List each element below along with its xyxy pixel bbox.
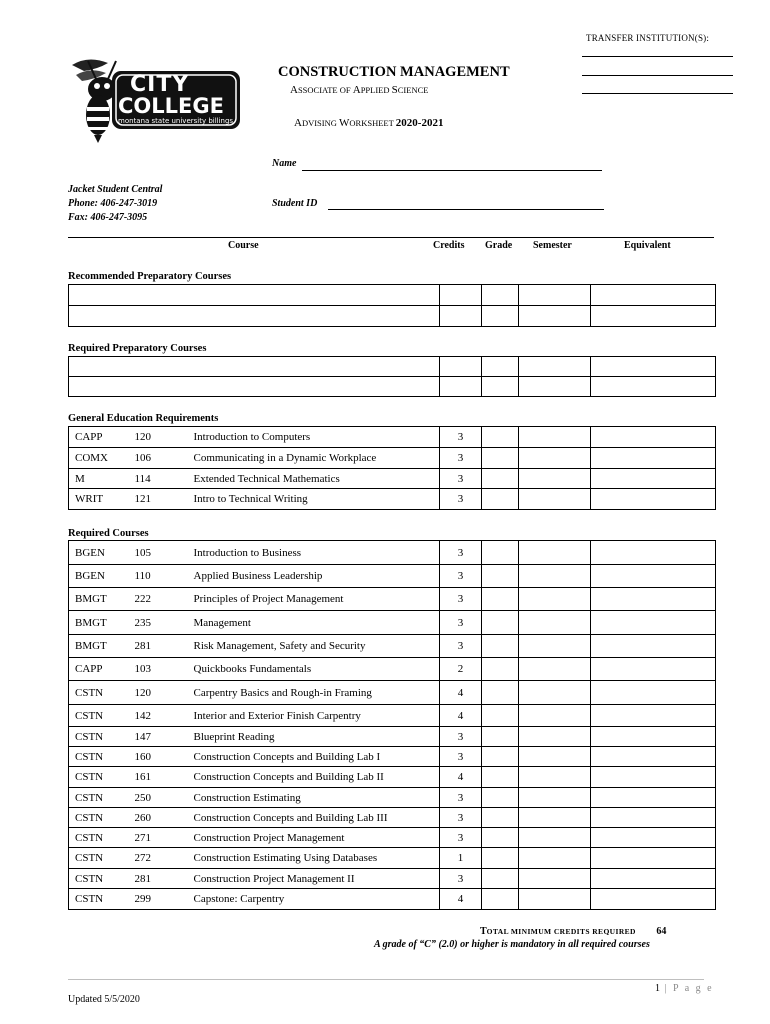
course-number: 271 [133, 828, 190, 848]
course-title: Intro to Technical Writing [190, 489, 440, 510]
course-grade-cell[interactable] [482, 747, 519, 767]
course-credits: 3 [440, 611, 482, 635]
course-title: Risk Management, Safety and Security [190, 635, 440, 658]
course-credits: 4 [440, 705, 482, 727]
recommended-prep-table [68, 284, 716, 327]
logo-college-text: COLLEGE [118, 94, 224, 118]
table-row [69, 635, 716, 658]
course-semester-cell[interactable] [519, 767, 591, 788]
course-credits: 1 [440, 848, 482, 869]
course-number: 235 [133, 611, 190, 635]
course-subject: CAPP [69, 658, 133, 681]
course-semester-cell[interactable] [519, 448, 591, 469]
course-number: 105 [133, 541, 190, 565]
course-semester-cell[interactable] [519, 541, 591, 565]
column-header-rule [68, 237, 714, 238]
course-equivalent-cell[interactable] [591, 869, 716, 889]
gen-ed-table [68, 426, 716, 510]
name-label: Name [272, 158, 297, 169]
course-title: Interior and Exterior Finish Carpentry [190, 705, 440, 727]
transfer-line-3[interactable] [582, 93, 733, 94]
total-credits-value: 64 [656, 926, 667, 937]
course-credits: 3 [440, 588, 482, 611]
course-subject: CSTN [69, 747, 133, 767]
table-row [69, 727, 716, 747]
course-subject: WRIT [69, 489, 133, 510]
course-semester-cell[interactable] [519, 611, 591, 635]
updated-date: Updated 5/5/2020 [68, 994, 140, 1005]
table-row [69, 306, 716, 327]
degree-subtitle: ASSOCIATE OF APPLIED SCIENCE [290, 84, 429, 96]
course-title: Construction Project Management II [190, 869, 440, 889]
course-subject: CAPP [69, 427, 133, 448]
course-subject: CSTN [69, 808, 133, 828]
course-grade-cell[interactable] [482, 489, 519, 510]
course-number: 121 [133, 489, 190, 510]
course-semester-cell[interactable] [519, 565, 591, 588]
course-subject: BMGT [69, 635, 133, 658]
course-credits: 3 [440, 489, 482, 510]
course-grade-cell[interactable] [482, 727, 519, 747]
course-semester-cell[interactable] [519, 705, 591, 727]
course-semester-cell[interactable] [519, 788, 591, 808]
total-credits: TOTAL MINIMUM CREDITS REQUIRED 64 [480, 926, 667, 937]
course-title: Construction Concepts and Building Lab III [190, 808, 440, 828]
course-number: 272 [133, 848, 190, 869]
course-number: 281 [133, 635, 190, 658]
table-row [69, 588, 716, 611]
course-number: 160 [133, 747, 190, 767]
logo-msub-text: montana state university billings [118, 117, 234, 125]
course-subject: CSTN [69, 705, 133, 727]
course-title: Introduction to Computers [190, 427, 440, 448]
course-semester-cell[interactable] [519, 869, 591, 889]
course-credits: 3 [440, 828, 482, 848]
course-semester-cell[interactable] [519, 635, 591, 658]
course-grade-cell[interactable] [482, 635, 519, 658]
transfer-institution-label: TRANSFER INSTITUTION(S): [586, 33, 710, 43]
course-title: Construction Concepts and Building Lab I [190, 747, 440, 767]
table-row [69, 828, 716, 848]
course-grade-cell[interactable] [482, 705, 519, 727]
contact-phone: Phone: 406-247-3019 [68, 198, 158, 209]
course-number: 147 [133, 727, 190, 747]
table-row [69, 357, 716, 377]
course-semester-cell[interactable] [519, 828, 591, 848]
course-grade-cell[interactable] [482, 681, 519, 705]
course-semester-cell[interactable] [519, 848, 591, 869]
course-title: Construction Concepts and Building Lab II [190, 767, 440, 788]
col-grade: Grade [485, 240, 513, 251]
section-recommended-prep: Recommended Preparatory Courses [68, 271, 232, 282]
course-equivalent-cell[interactable] [591, 788, 716, 808]
course-equivalent-cell[interactable] [591, 681, 716, 705]
course-credits: 3 [440, 869, 482, 889]
course-subject: CSTN [69, 869, 133, 889]
course-equivalent-cell[interactable] [591, 727, 716, 747]
course-credits: 4 [440, 767, 482, 788]
course-subject: BGEN [69, 541, 133, 565]
course-title: Blueprint Reading [190, 727, 440, 747]
course-credits: 3 [440, 635, 482, 658]
course-credits: 3 [440, 565, 482, 588]
course-equivalent-cell[interactable] [591, 658, 716, 681]
table-row [69, 747, 716, 767]
course-equivalent-cell[interactable] [591, 448, 716, 469]
col-course: Course [228, 240, 259, 251]
course-grade-cell[interactable] [482, 828, 519, 848]
table-row [69, 427, 716, 448]
contact-office: Jacket Student Central [68, 184, 163, 195]
course-subject: CSTN [69, 767, 133, 788]
course-semester-cell[interactable] [519, 727, 591, 747]
course-subject: CSTN [69, 727, 133, 747]
course-grade-cell[interactable] [482, 611, 519, 635]
course-semester-cell[interactable] [519, 889, 591, 910]
course-subject: BGEN [69, 565, 133, 588]
course-number: 142 [133, 705, 190, 727]
col-equivalent: Equivalent [624, 240, 671, 251]
course-subject: BMGT [69, 588, 133, 611]
table-row [69, 469, 716, 489]
course-grade-cell[interactable] [482, 658, 519, 681]
course-equivalent-cell[interactable] [591, 747, 716, 767]
grade-requirement-note: A grade of “C” (2.0) or higher is mandatory in all required courses [374, 939, 650, 950]
section-required-prep: Required Preparatory Courses [68, 343, 207, 354]
course-grade-cell[interactable] [482, 427, 519, 448]
course-semester-cell[interactable] [519, 588, 591, 611]
course-credits: 3 [440, 427, 482, 448]
course-credits: 3 [440, 747, 482, 767]
course-number: 250 [133, 788, 190, 808]
course-number: 114 [133, 469, 190, 489]
course-subject: M [69, 469, 133, 489]
transfer-line-2[interactable] [582, 75, 733, 76]
course-title: Principles of Project Management [190, 588, 440, 611]
course-title: Communicating in a Dynamic Workplace [190, 448, 440, 469]
course-title: Applied Business Leadership [190, 565, 440, 588]
course-equivalent-cell[interactable] [591, 828, 716, 848]
course-credits: 3 [440, 808, 482, 828]
course-number: 110 [133, 565, 190, 588]
course-equivalent-cell[interactable] [591, 565, 716, 588]
course-number: 120 [133, 681, 190, 705]
course-title: Construction Estimating Using Databases [190, 848, 440, 869]
city-college-logo [68, 55, 248, 143]
col-semester: Semester [533, 240, 572, 251]
transfer-line-1[interactable] [582, 56, 733, 57]
course-subject: CSTN [69, 889, 133, 910]
course-number: 222 [133, 588, 190, 611]
course-subject: CSTN [69, 681, 133, 705]
course-number: 106 [133, 448, 190, 469]
course-semester-cell[interactable] [519, 808, 591, 828]
program-title: CONSTRUCTION MANAGEMENT [278, 64, 510, 80]
table-row [69, 611, 716, 635]
course-equivalent-cell[interactable] [591, 848, 716, 869]
course-number: 161 [133, 767, 190, 788]
table-row [69, 681, 716, 705]
course-credits: 3 [440, 727, 482, 747]
course-semester-cell[interactable] [519, 747, 591, 767]
table-row [69, 808, 716, 828]
course-grade-cell[interactable] [482, 448, 519, 469]
course-number: 299 [133, 889, 190, 910]
course-equivalent-cell[interactable] [591, 588, 716, 611]
footer-rule [68, 979, 704, 980]
table-row [69, 889, 716, 910]
table-row [69, 489, 716, 510]
table-row [69, 705, 716, 727]
course-subject: CSTN [69, 848, 133, 869]
section-required-courses: Required Courses [68, 528, 149, 539]
course-semester-cell[interactable] [519, 469, 591, 489]
course-title: Introduction to Business [190, 541, 440, 565]
course-number: 103 [133, 658, 190, 681]
required-prep-table [68, 356, 716, 397]
course-semester-cell[interactable] [519, 681, 591, 705]
course-equivalent-cell[interactable] [591, 541, 716, 565]
course-semester-cell[interactable] [519, 427, 591, 448]
table-row [69, 848, 716, 869]
logo-city-text: CITY [130, 72, 190, 97]
course-grade-cell[interactable] [482, 848, 519, 869]
course-semester-cell[interactable] [519, 489, 591, 510]
table-row [69, 565, 716, 588]
table-row [69, 541, 716, 565]
table-row [69, 377, 716, 397]
table-row [69, 788, 716, 808]
course-equivalent-cell[interactable] [591, 427, 716, 448]
course-grade-cell[interactable] [482, 565, 519, 588]
course-grade-cell[interactable] [482, 469, 519, 489]
course-credits: 2 [440, 658, 482, 681]
course-credits: 3 [440, 788, 482, 808]
course-grade-cell[interactable] [482, 541, 519, 565]
course-title: Carpentry Basics and Rough-in Framing [190, 681, 440, 705]
table-row [69, 767, 716, 788]
course-grade-cell[interactable] [482, 788, 519, 808]
course-equivalent-cell[interactable] [591, 808, 716, 828]
course-equivalent-cell[interactable] [591, 889, 716, 910]
course-credits: 4 [440, 889, 482, 910]
section-gen-ed: General Education Requirements [68, 413, 219, 424]
course-title: Extended Technical Mathematics [190, 469, 440, 489]
course-grade-cell[interactable] [482, 767, 519, 788]
course-grade-cell[interactable] [482, 869, 519, 889]
table-row [69, 869, 716, 889]
student-id-label: Student ID [272, 198, 318, 209]
course-equivalent-cell[interactable] [591, 767, 716, 788]
course-equivalent-cell[interactable] [591, 705, 716, 727]
page-number: 1 | P a g e [655, 983, 714, 994]
course-credits: 3 [440, 469, 482, 489]
course-number: 260 [133, 808, 190, 828]
course-equivalent-cell[interactable] [591, 635, 716, 658]
course-grade-cell[interactable] [482, 588, 519, 611]
required-courses-table [68, 540, 716, 910]
course-number: 281 [133, 869, 190, 889]
name-field[interactable] [302, 170, 602, 171]
col-credits: Credits [433, 240, 465, 251]
student-id-field[interactable] [328, 209, 604, 210]
course-credits: 3 [440, 448, 482, 469]
course-equivalent-cell[interactable] [591, 469, 716, 489]
course-subject: CSTN [69, 828, 133, 848]
table-row [69, 658, 716, 681]
table-row [69, 285, 716, 306]
table-row [69, 448, 716, 469]
course-grade-cell[interactable] [482, 808, 519, 828]
contact-info [68, 183, 162, 225]
course-credits: 3 [440, 541, 482, 565]
course-title: Construction Estimating [190, 788, 440, 808]
course-subject: CSTN [69, 788, 133, 808]
course-semester-cell[interactable] [519, 658, 591, 681]
course-title: Construction Project Management [190, 828, 440, 848]
course-grade-cell[interactable] [482, 889, 519, 910]
course-subject: COMX [69, 448, 133, 469]
worksheet-title: ADVISING WORKSHEET 2020-2021 [294, 117, 444, 129]
course-subject: BMGT [69, 611, 133, 635]
contact-fax: Fax: 406-247-3095 [68, 212, 148, 223]
course-title: Management [190, 611, 440, 635]
course-equivalent-cell[interactable] [591, 611, 716, 635]
course-credits: 4 [440, 681, 482, 705]
course-title: Capstone: Carpentry [190, 889, 440, 910]
course-title: Quickbooks Fundamentals [190, 658, 440, 681]
course-number: 120 [133, 427, 190, 448]
course-equivalent-cell[interactable] [591, 489, 716, 510]
